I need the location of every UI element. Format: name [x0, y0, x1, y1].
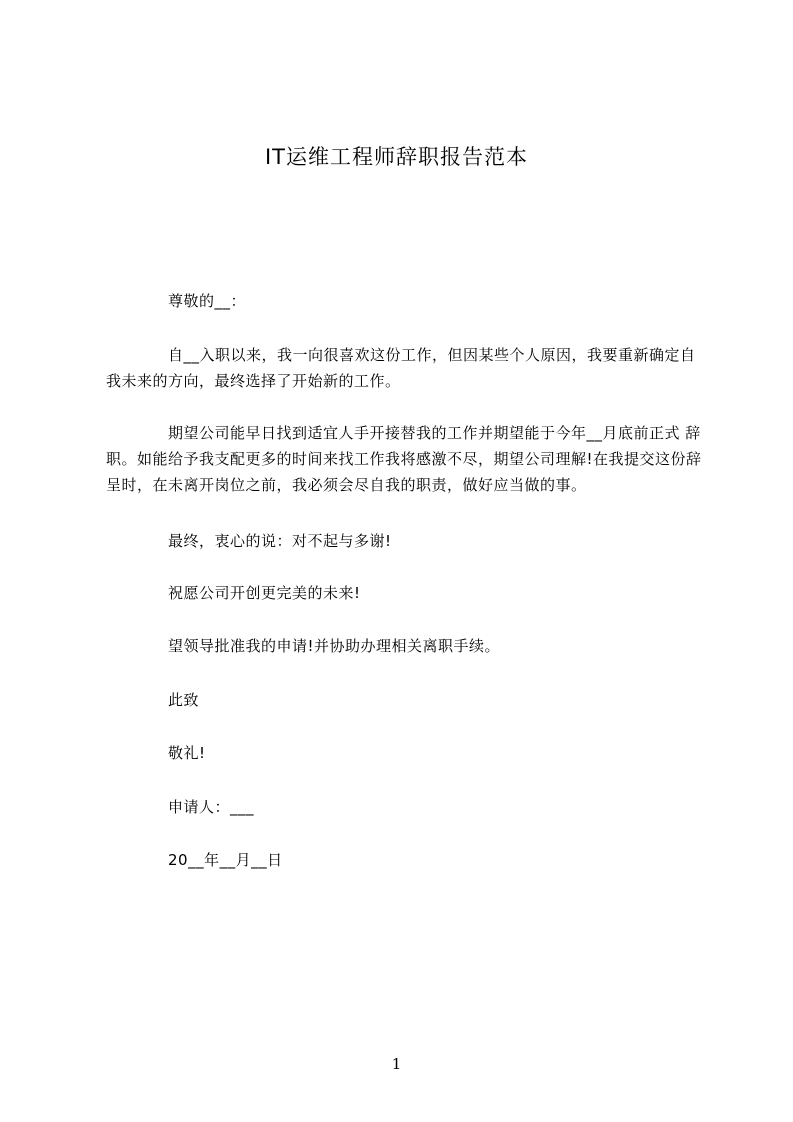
applicant-line: 申请人：___: [168, 798, 255, 816]
salutation: 尊敬的__：: [168, 292, 247, 310]
document-title: IT运维工程师辞职报告范本: [264, 145, 529, 169]
closing-jingli: 敬礼!: [168, 744, 206, 762]
paragraph-1: [106, 342, 702, 394]
paragraph-2: [106, 420, 702, 498]
page-number: 1: [391, 1055, 402, 1073]
paragraph-2-text: 期望公司能早日找到适宜人手开接替我的工作并期望能于今年__月底前正式 辞职。如能给予我支配更多的时间来找工作我将感激不尽，期望公司理解!在我提交这份辞呈时，在未离开岗位之前，我必须会尽自我的职责，做好应当做的事。: [106, 424, 702, 494]
closing-request: 望领导批准我的申请!并协助办理相关离职手续。: [168, 637, 501, 655]
closing-cizhi: 此致: [168, 691, 200, 709]
date-line: 20__年__月__日: [168, 851, 283, 869]
closing-thanks: 最终，衷心的说：对不起与多谢!: [168, 532, 392, 550]
paragraph-1-text: 自__入职以来，我一向很喜欢这份工作，但因某些个人原因，我要重新确定自我未来的方向，最终选择了开始新的工作。: [106, 346, 696, 390]
closing-wish: 祝愿公司开创更完美的未来!: [168, 584, 361, 602]
